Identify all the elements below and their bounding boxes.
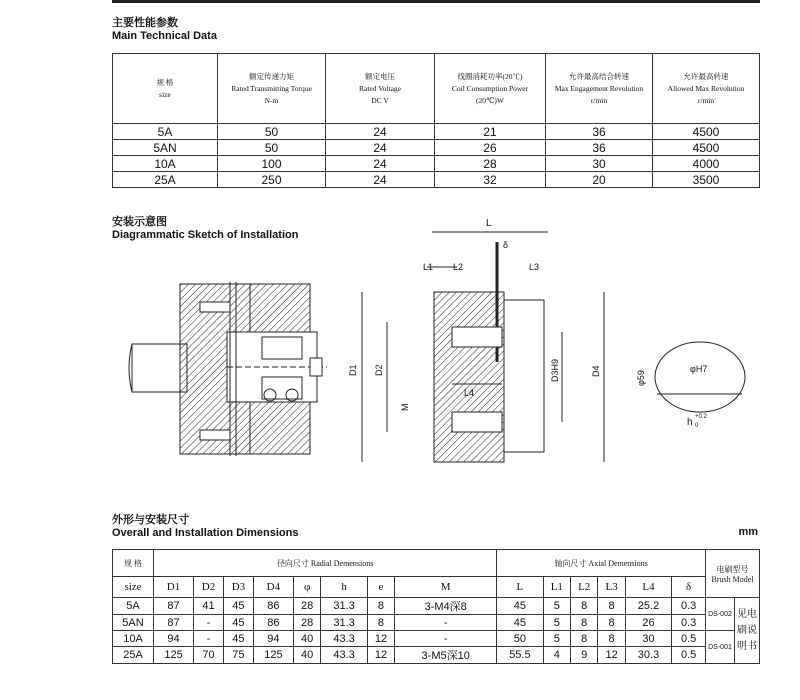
cell: 125 (253, 647, 293, 664)
cell: 24 (326, 124, 435, 140)
unit-label: mm (738, 526, 758, 538)
header-torque (218, 54, 326, 124)
cell: 55.5 (497, 647, 543, 664)
installation-sketch (112, 212, 760, 512)
header-en: Max Engagement Revolution (554, 83, 644, 93)
col-header: L4 (625, 577, 671, 598)
cell: 45 (223, 598, 253, 615)
cell: 10A (113, 631, 154, 647)
bore-detail (636, 342, 745, 429)
clutch-section-view (129, 282, 327, 456)
cell: 12 (367, 631, 394, 647)
cell: 4000 (653, 156, 760, 172)
cell: - (194, 631, 224, 647)
section1-title-zh: 主要性能参数 (112, 16, 178, 29)
header-zh: 线圈消耗功率(20℃) (457, 71, 523, 81)
cell: 4 (543, 647, 570, 664)
brush-label-en: Brush Model (711, 574, 754, 584)
table-row (113, 140, 760, 156)
cell: 4500 (653, 140, 760, 156)
cell: 0.5 (672, 631, 706, 647)
cell: 36 (546, 140, 653, 156)
table-row (113, 124, 760, 140)
cell: 5A (113, 598, 154, 615)
cell: 45 (223, 631, 253, 647)
cell: - (194, 615, 224, 631)
cell: 3-M5深10 (395, 647, 497, 664)
cell: 26 (625, 615, 671, 631)
cell: 10A (113, 156, 218, 172)
cell: 5AN (113, 140, 218, 156)
header-size (113, 54, 218, 124)
cell: 30 (546, 156, 653, 172)
header-en: Rated Voltage (358, 83, 401, 93)
dim-header-row-1 (113, 550, 760, 577)
header-engagement (546, 54, 653, 124)
header-voltage (326, 54, 435, 124)
label-D1: D1 (348, 364, 358, 376)
header-unit: N-m (264, 95, 279, 105)
brush-note-line: 明书 (737, 640, 757, 652)
header-power (435, 54, 546, 124)
label-D2: D2 (374, 364, 384, 376)
cell: 24 (326, 156, 435, 172)
cell: 25A (113, 172, 218, 188)
brush-note-line: 见电 (737, 608, 757, 620)
section2-title-en: Diagrammatic Sketch of Installation (112, 229, 299, 241)
cell: 87 (154, 598, 194, 615)
brush-header (706, 550, 760, 598)
cell: - (395, 631, 497, 647)
cell: 5A (113, 124, 218, 140)
cell: 87 (154, 615, 194, 631)
section2-title-zh: 安装示意图 (112, 215, 167, 228)
header-zh: 允许最高转速 (683, 71, 729, 81)
label-L1: L1 (423, 262, 434, 272)
header-zh: 规 格 (156, 77, 174, 87)
cell: 100 (218, 156, 326, 172)
col-header: L3 (598, 577, 625, 598)
cell: 0.5 (672, 647, 706, 664)
label-L: L (486, 218, 492, 229)
cell: 8 (598, 631, 625, 647)
brush-label-zh: 电刷型号 (716, 564, 749, 574)
clutch-side-view (348, 218, 604, 462)
cell: 8 (598, 598, 625, 615)
cell: 12 (598, 647, 625, 664)
cell: 8 (367, 615, 394, 631)
table-row (113, 598, 760, 615)
cell: 43.3 (321, 647, 367, 664)
cell: 40 (293, 647, 320, 664)
table-row (113, 647, 760, 664)
label-h-tol: +0.2 (695, 414, 707, 420)
header-unit: r/min (697, 95, 715, 105)
cell: 45 (497, 598, 543, 615)
size-label-zh: 规 格 (124, 558, 142, 568)
col-header: D2 (194, 577, 224, 598)
cell: 41 (194, 598, 224, 615)
cell: 28 (293, 598, 320, 615)
col-header: δ (672, 577, 706, 598)
col-header: L2 (571, 577, 598, 598)
cell: 86 (253, 615, 293, 631)
label-M: M (400, 403, 410, 411)
table-row (113, 615, 760, 631)
cell: 43.3 (321, 631, 367, 647)
col-header: M (395, 577, 497, 598)
table-row (113, 631, 760, 647)
cell: 3-M4深8 (395, 598, 497, 615)
label-D3: D3H9 (550, 358, 560, 382)
cell: 5 (543, 615, 570, 631)
brush-note (735, 598, 760, 664)
label-h-zero: 0 (695, 423, 699, 429)
label-h: h (687, 417, 693, 428)
label-D4: D4 (591, 365, 601, 377)
header-en: Rated Transmitting Torque (231, 83, 312, 93)
cell: 94 (154, 631, 194, 647)
cell: 250 (218, 172, 326, 188)
dim-header-row-2 (113, 577, 760, 598)
header-unit: r/min (590, 95, 608, 105)
cell: 8 (598, 615, 625, 631)
header-en: Coil Consumption Power (451, 83, 529, 93)
cell: 31.3 (321, 598, 367, 615)
header-en: size (159, 89, 171, 99)
header-zh: 额定传递力矩 (249, 71, 294, 81)
cell: 24 (326, 172, 435, 188)
col-header: e (367, 577, 394, 598)
cell: 25.2 (625, 598, 671, 615)
brush-model-1: DS-002 (706, 598, 735, 631)
cell: 75 (223, 647, 253, 664)
cell: 0.3 (672, 615, 706, 631)
cell: 8 (571, 598, 598, 615)
radial-header: 径向尺寸 Radial Demensions (154, 550, 497, 577)
header-unit: (20℃)W (476, 95, 504, 105)
col-header: D1 (154, 577, 194, 598)
brush-model-2: DS-001 (706, 631, 735, 664)
dimensions-table (112, 549, 760, 664)
cell: 30.3 (625, 647, 671, 664)
cell: - (395, 615, 497, 631)
cell: 94 (253, 631, 293, 647)
table-row (113, 156, 760, 172)
cell: 25A (113, 647, 154, 664)
label-phiH7: φH7 (690, 364, 708, 374)
cell: 5 (543, 631, 570, 647)
section3-title-en: Overall and Installation Dimensions (112, 527, 299, 539)
col-header: L (497, 577, 543, 598)
cell: 45 (223, 615, 253, 631)
cell: 21 (435, 124, 546, 140)
size-header (113, 550, 154, 577)
header-unit: DC V (371, 95, 389, 105)
cell: 86 (253, 598, 293, 615)
cell: 70 (194, 647, 224, 664)
cell: 8 (571, 615, 598, 631)
label-L4: L4 (464, 388, 475, 398)
size-label-en: size (113, 577, 154, 598)
cell: 20 (546, 172, 653, 188)
cell: 26 (435, 140, 546, 156)
header-zh: 额定电压 (365, 71, 395, 81)
cell: 50 (218, 124, 326, 140)
cell: 0.3 (672, 598, 706, 615)
axial-header: 轴向尺寸 Axial Demensions (497, 550, 706, 577)
cell: 50 (218, 140, 326, 156)
col-header: L1 (543, 577, 570, 598)
cell: 9 (571, 647, 598, 664)
cell: 4500 (653, 124, 760, 140)
label-L2: L2 (453, 262, 464, 272)
technical-data-table (112, 53, 760, 188)
col-header: D3 (223, 577, 253, 598)
cell: 8 (571, 631, 598, 647)
cell: 5 (543, 598, 570, 615)
cell: 5AN (113, 615, 154, 631)
cell: 45 (497, 615, 543, 631)
label-L3: L3 (529, 262, 540, 272)
table-header-row (113, 54, 760, 124)
table-row (113, 172, 760, 188)
cell: 36 (546, 124, 653, 140)
cell: 24 (326, 140, 435, 156)
section1-title-en: Main Technical Data (112, 30, 217, 42)
cell: 125 (154, 647, 194, 664)
label-phi59: φ59 (636, 370, 646, 386)
cell: 30 (625, 631, 671, 647)
header-maxrev (653, 54, 760, 124)
brush-note-line: 刷说 (737, 624, 757, 636)
cell: 3500 (653, 172, 760, 188)
label-delta: δ (503, 240, 509, 250)
col-header: D4 (253, 577, 293, 598)
cell: 28 (293, 615, 320, 631)
cell: 12 (367, 647, 394, 664)
cell: 50 (497, 631, 543, 647)
top-rule (112, 0, 760, 3)
col-header: h (321, 577, 367, 598)
header-en: Allowed Max Revolution (667, 83, 745, 93)
cell: 31.3 (321, 615, 367, 631)
col-header: φ (293, 577, 320, 598)
header-zh: 允许最高结合转速 (569, 71, 629, 81)
section3-title-zh: 外形与安装尺寸 (112, 513, 189, 526)
cell: 40 (293, 631, 320, 647)
cell: 28 (435, 156, 546, 172)
cell: 32 (435, 172, 546, 188)
cell: 8 (367, 598, 394, 615)
